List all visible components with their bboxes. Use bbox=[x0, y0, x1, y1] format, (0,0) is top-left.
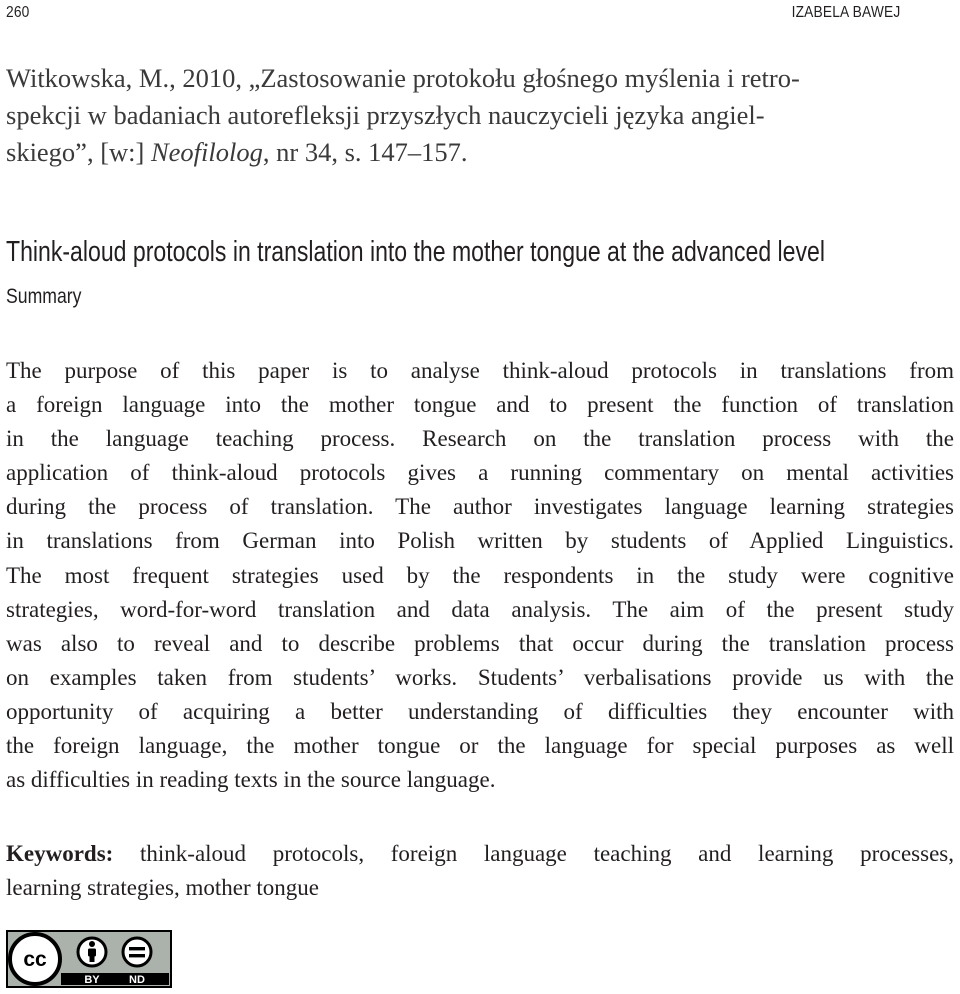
journal-title: Neofilolog bbox=[150, 137, 263, 167]
summary-abstract bbox=[6, 354, 954, 797]
abstract-line: application of think-aloud protocols gives a running commentary on mental activities bbox=[6, 460, 954, 486]
abstract-line: opportunity of acquiring a better understanding of difficulties they encounter with bbox=[6, 698, 954, 724]
reference-line: Witkowska, M., 2010, „Zastosowanie protokołu głośnego myślenia i retro- bbox=[6, 63, 800, 93]
abstract-line: The most frequent strategies used by the respondents in the study were cognitive bbox=[6, 562, 954, 588]
cc-by-nd-license-badge bbox=[6, 930, 172, 988]
english-title: Think-aloud protocols in translation into the mother tongue at the advanced level bbox=[6, 236, 825, 268]
abstract-line: The purpose of this paper is to analyse think-aloud protocols in translations from bbox=[6, 358, 954, 383]
reference-line bbox=[6, 134, 954, 171]
abstract-line: the foreign language, the mother tongue or the language for special purposes as well bbox=[6, 733, 954, 759]
no-derivatives-equals-icon bbox=[123, 938, 151, 966]
abstract-line: as difficulties in reading texts in the source language. bbox=[6, 767, 496, 793]
reference-line: spekcji w badaniach autorefleksji przyszłych nauczycieli języka angiel- bbox=[6, 100, 765, 130]
running-head-author: IZABELA BAWEJ bbox=[791, 4, 901, 21]
bibliography-entry bbox=[6, 60, 954, 171]
keywords bbox=[6, 837, 954, 905]
abstract-line: a foreign language into the mother tongue and to present the function of translation bbox=[6, 392, 954, 418]
keywords-line: learning strategies, mother tongue bbox=[6, 875, 319, 900]
running-head bbox=[6, 2, 900, 24]
cc-icon bbox=[10, 934, 60, 984]
keywords-label: Keywords: bbox=[6, 841, 114, 866]
abstract-line: in the language teaching process. Research on the translation process with the bbox=[6, 426, 954, 452]
keywords-line bbox=[6, 837, 954, 871]
nd-label: ND bbox=[129, 974, 145, 986]
abstract-line: in translations from German into Polish written by students of Applied Linguistics. bbox=[6, 528, 954, 554]
by-label: BY bbox=[84, 974, 100, 986]
cc-mark: cc bbox=[23, 948, 47, 971]
reference-text: skiego”, [w:] bbox=[6, 137, 151, 167]
attribution-person-icon bbox=[78, 938, 106, 966]
abstract-line: strategies, word-for-word translation and data analysis. The aim of the present study bbox=[6, 596, 954, 622]
abstract-line: on examples taken from students’ works. Students’ verbalisations provide us with the bbox=[6, 664, 954, 690]
summary-heading: Summary bbox=[6, 285, 82, 308]
page-number: 260 bbox=[6, 4, 30, 21]
keywords-text: think-aloud protocols, foreign language teaching and learning processes, bbox=[113, 841, 954, 866]
reference-text: , nr 34, s. 147–157. bbox=[262, 137, 468, 167]
abstract-line: during the process of translation. The author investigates language learning strategies bbox=[6, 494, 954, 520]
abstract-line: was also to reveal and to describe problems that occur during the translation process bbox=[6, 630, 954, 656]
